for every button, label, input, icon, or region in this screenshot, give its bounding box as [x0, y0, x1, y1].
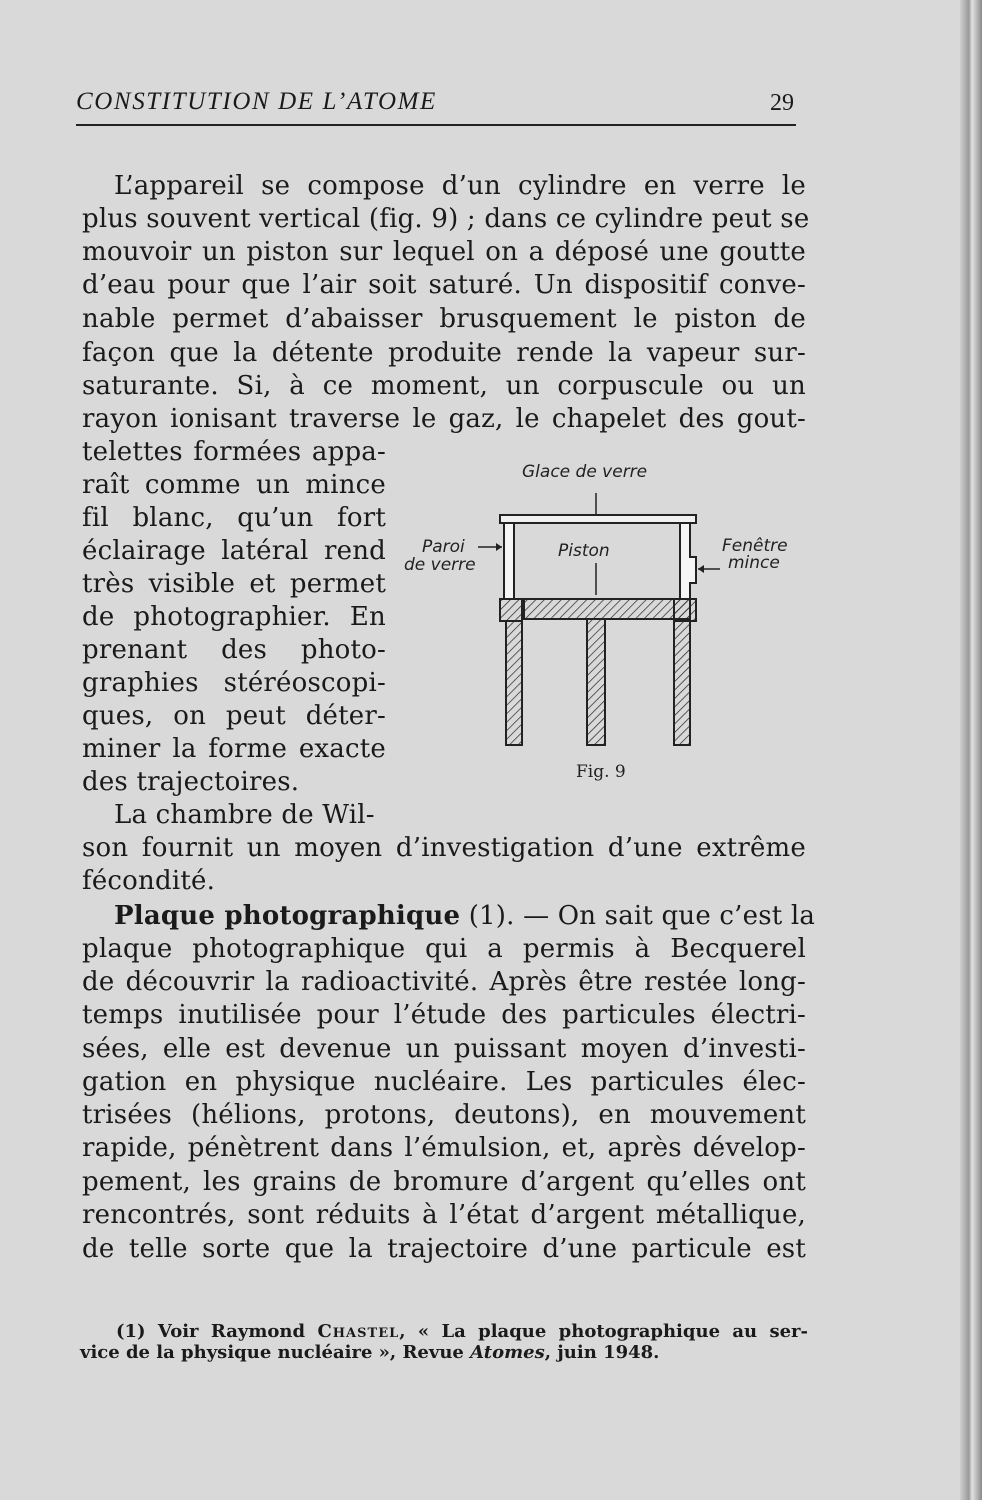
fenetre-arrowhead — [698, 565, 704, 573]
text-line: fil blanc, qu’un fort — [82, 503, 386, 533]
label-glace: Glace de verre — [522, 462, 648, 482]
page-number: 29 — [770, 90, 794, 116]
label-paroi: Paroi — [422, 537, 465, 557]
text-line: temps inutilisée pour l’étude des particules électri- — [82, 1000, 806, 1030]
text-line: sées, elle est devenue un puissant moyen d’investi- — [82, 1034, 806, 1064]
text-line: graphies stéréoscopi- — [82, 668, 386, 698]
text-line: très visible et permet — [82, 569, 386, 599]
text-line: son fournit un moyen d’investigation d’une extrême — [82, 833, 806, 863]
text-line: des trajectoires. — [82, 767, 300, 797]
text-line: prenant des photo- — [82, 635, 386, 665]
text-line: La chambre de Wil- — [114, 800, 375, 830]
left-collar — [500, 599, 522, 621]
text-line: rayon ionisant traverse le gaz, le chapelet des gout- — [82, 404, 806, 434]
text-line: de découvrir la radioactivité. Après être restée long- — [82, 967, 806, 997]
label-paroi-2: de verre — [404, 555, 476, 575]
piston-head — [524, 599, 690, 619]
label-fenetre-2: mince — [728, 553, 780, 573]
footnote-text: (1) Voir Raymond — [116, 1321, 318, 1342]
paroi-arrowhead — [496, 543, 502, 551]
page-edge — [960, 0, 982, 1500]
left-glass-wall — [504, 523, 514, 599]
text-line: gation en physique nucléaire. Les particules élec- — [82, 1067, 806, 1097]
text-line: telettes formées appa- — [82, 437, 386, 467]
footnote-text: , « La plaque photographique au ser- — [399, 1321, 808, 1342]
text-line: trisées (hélions, protons, deutons), en mouvement — [82, 1100, 806, 1130]
glass-plate — [500, 515, 696, 523]
footnote-text: , juin 1948. — [544, 1342, 660, 1363]
text-line: plus souvent vertical (fig. 9) ; dans ce cylindre peut se — [82, 204, 810, 234]
footnote-journal: Atomes — [470, 1342, 545, 1363]
left-metal-wall — [506, 621, 522, 745]
text-line: mouvoir un piston sur lequel on a déposé une goutte — [82, 237, 806, 267]
text-line: rencontrés, sont réduits à l’état d’argent métallique, — [82, 1200, 806, 1230]
text-line: d’eau pour que l’air soit saturé. Un dispositif conve- — [82, 270, 806, 300]
text-line — [114, 900, 816, 932]
footnote-line — [116, 1322, 808, 1342]
figure-caption: Fig. 9 — [576, 762, 626, 782]
chapter-title: CONSTITUTION DE L’ATOME — [76, 88, 437, 115]
section-heading: Plaque photographique — [114, 901, 461, 931]
text-line: nable permet d’abaisser brusquement le piston de — [82, 304, 806, 334]
text-span: (1). — On sait que c’est la — [460, 901, 816, 931]
text-line: fécondité. — [82, 866, 216, 896]
text-line: L’appareil se compose d’un cylindre en verre le — [114, 171, 806, 201]
text-line: rapide, pénètrent dans l’émulsion, et, après dévelop- — [82, 1133, 806, 1163]
piston-rod — [587, 619, 605, 745]
text-line: plaque photographique qui a permis à Becquerel — [82, 934, 806, 964]
running-head — [76, 84, 796, 126]
footnote-line — [80, 1343, 808, 1363]
text-line: de photographier. En — [82, 602, 386, 632]
text-line: façon que la détente produite rende la vapeur sur- — [82, 338, 806, 368]
footnote-text: vice de la physique nucléaire », Revue — [80, 1342, 471, 1363]
text-line: saturante. Si, à ce moment, un corpuscule ou un — [82, 371, 806, 401]
text-line: miner la forme exacte — [82, 734, 386, 764]
label-piston: Piston — [558, 541, 610, 561]
wilson-chamber-diagram — [400, 455, 820, 755]
text-line: de telle sorte que la trajectoire d’une particule est — [82, 1234, 806, 1264]
label-fenetre: Fenêtre — [722, 536, 788, 556]
right-metal-wall — [674, 621, 690, 745]
text-line: pement, les grains de bromure d’argent qu’elles ont — [82, 1167, 806, 1197]
right-collar — [674, 599, 696, 621]
footnote-author: Chastel — [317, 1321, 400, 1342]
text-line: ques, on peut déter- — [82, 701, 386, 731]
text-line: éclairage latéral rend — [82, 536, 386, 566]
text-line: raît comme un mince — [82, 470, 386, 500]
right-glass-wall — [680, 523, 696, 599]
